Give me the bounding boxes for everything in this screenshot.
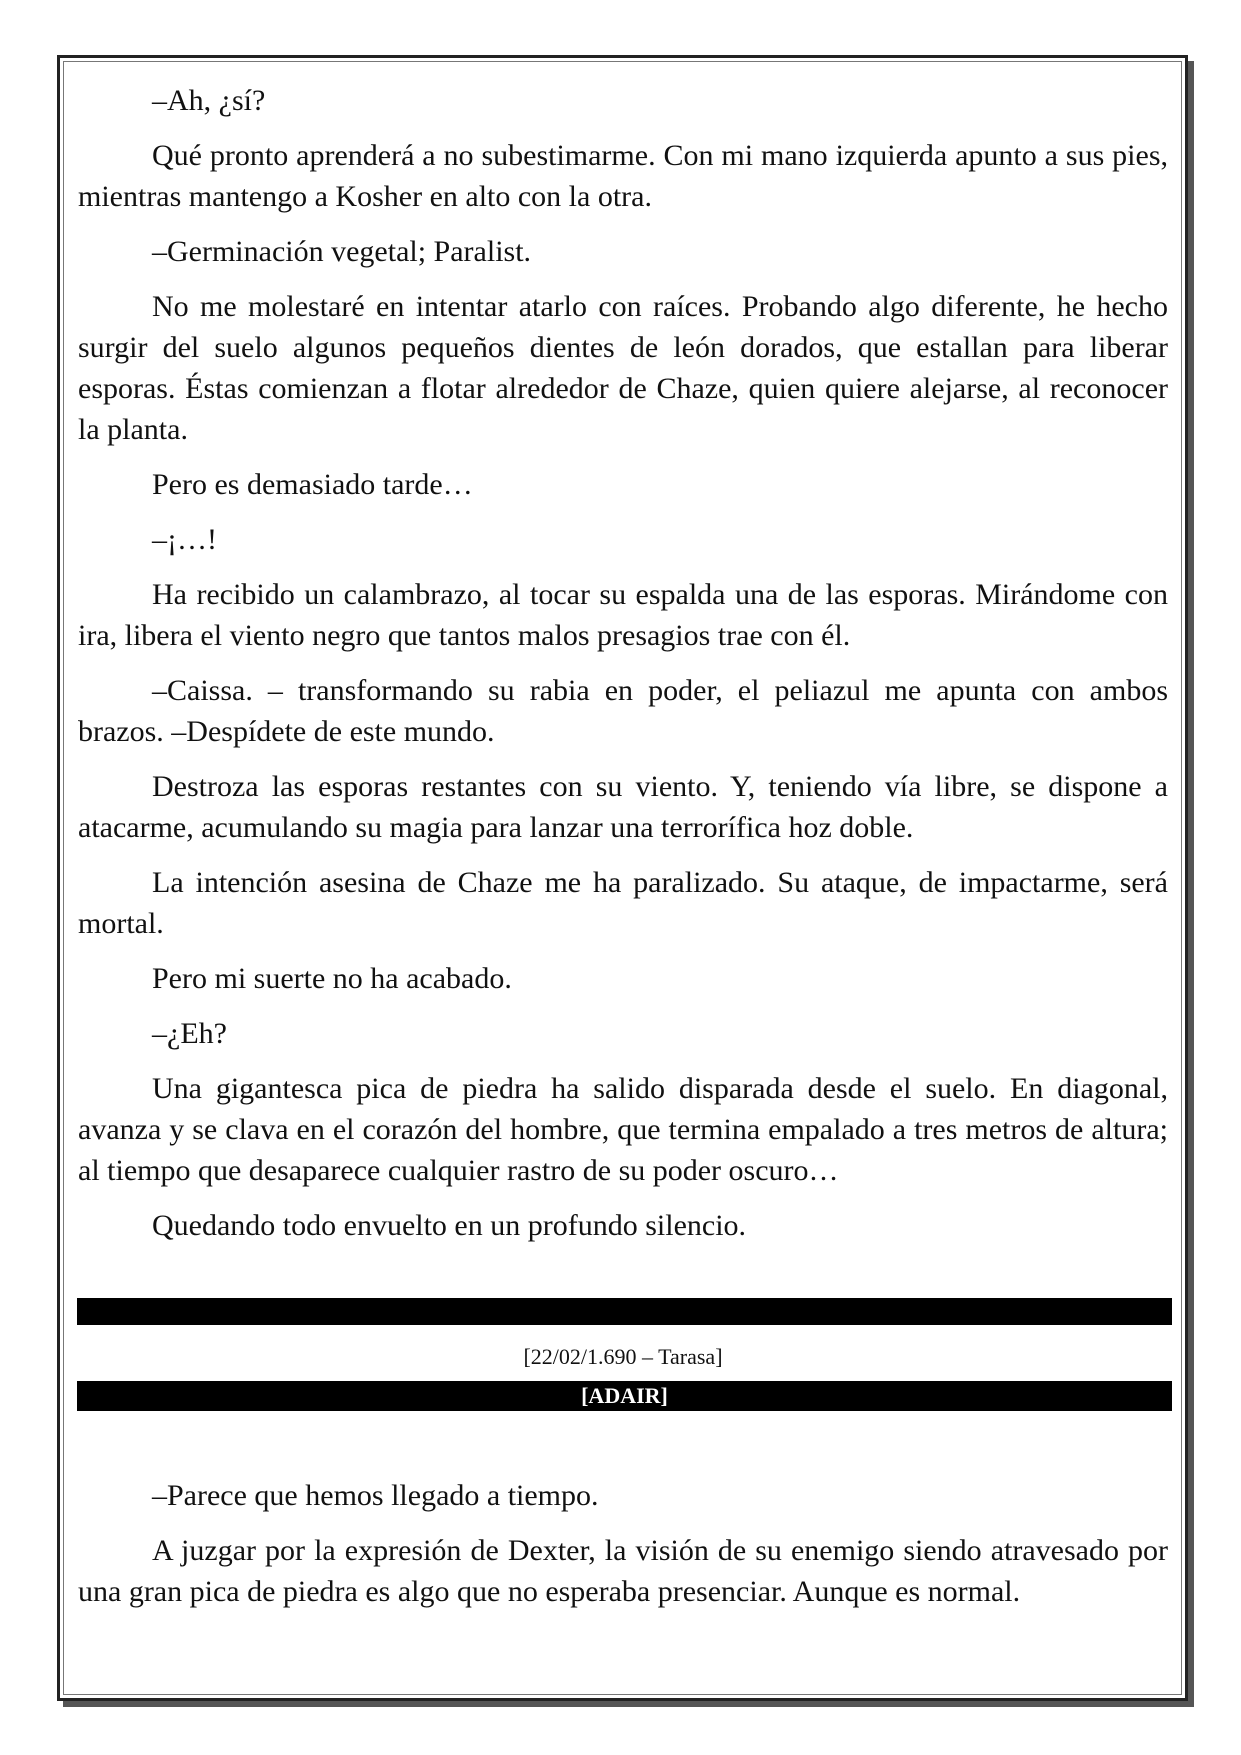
- paragraph: –¿Eh?: [152, 1017, 227, 1050]
- paragraph: Qué pronto aprenderá a no subestimarme. Con mi mano izquierda apunto a sus pies, mientras mantengo a Kosher en alto con la otra.: [78, 139, 1168, 213]
- paragraph: Ha recibido un calambrazo, al tocar su espalda una de las esporas. Mirándome con ira, libera el viento negro que tantos malos presagios trae con él.: [78, 578, 1168, 652]
- paragraph: Pero mi suerte no ha acabado.: [152, 962, 512, 995]
- paragraph: –¡…!: [152, 523, 217, 556]
- chapter-continuation: [78, 1475, 1168, 1612]
- paragraph: A juzgar por la expresión de Dexter, la visión de su enemigo siendo atravesado por una gran pica de piedra es algo que no esperaba presenciar. Aunque es normal.: [78, 1534, 1168, 1608]
- pov-label: [ADAIR]: [581, 1383, 668, 1408]
- paragraph: –Caissa. – transformando su rabia en poder, el peliazul me apunta con ambos brazos. –Despídete de este mundo.: [78, 674, 1168, 748]
- paragraph: Quedando todo envuelto en un profundo silencio.: [152, 1209, 747, 1242]
- paragraph: –Germinación vegetal; Paralist.: [152, 235, 532, 268]
- paragraph: No me molestaré en intentar atarlo con raíces. Probando algo diferente, he hecho surgir del suelo algunos pequeños dientes de león dorados, que estallan para liberar esporas. Éstas comienzan a flotar alrededor de Chaze, quien quiere alejarse, al reconocer la planta.: [78, 290, 1168, 446]
- paragraph: –Ah, ¿sí?: [152, 84, 266, 117]
- paragraph: Destroza las esporas restantes con su viento. Y, teniendo vía libre, se dispone a atacarme, acumulando su magia para lanzar una terrorífica hoz doble.: [78, 770, 1168, 844]
- page-frame: [57, 55, 1188, 1701]
- paragraph: Pero es demasiado tarde…: [152, 468, 473, 501]
- scene-date: [22/02/1.690 – Tarasa]: [523, 1344, 723, 1369]
- paragraph: Una gigantesca pica de piedra ha salido disparada desde el suelo. En diagonal, avanza y se clava en el corazón del hombre, que termina empalado a tres metros de altura; al tiempo que desaparece cualquier rastro de su poder oscuro…: [78, 1072, 1168, 1187]
- paragraph: La intención asesina de Chaze me ha paralizado. Su ataque, de impactarme, será mortal.: [78, 866, 1168, 940]
- pov-header-bar: [77, 1381, 1172, 1411]
- scene-separator-bar: [77, 1298, 1172, 1325]
- page-content: [78, 80, 1168, 1626]
- paragraph: –Parece que hemos llegado a tiempo.: [152, 1479, 599, 1512]
